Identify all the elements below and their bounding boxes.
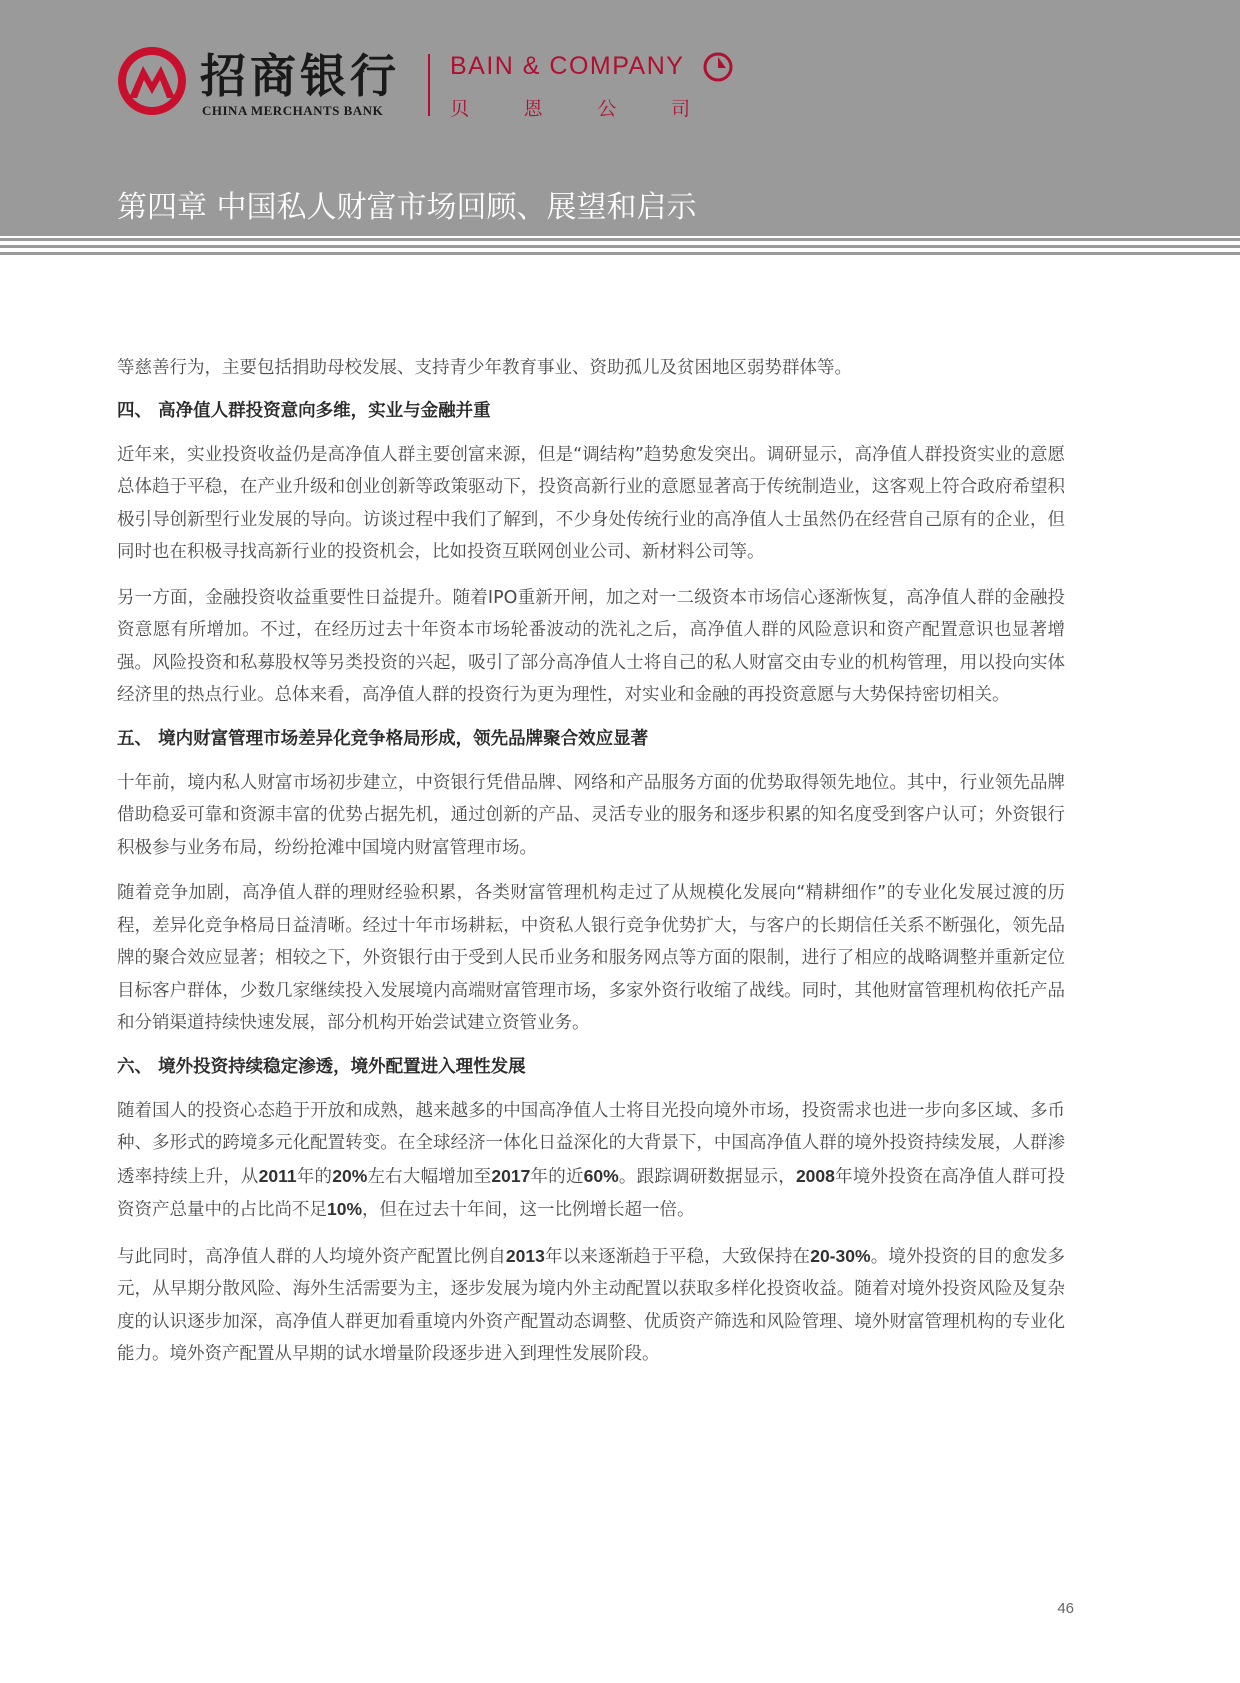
text-run: 随着国人的投资心态趋于开放和成熟，越来越多的中国高净值人士将目光投向境外市场，投资需求也进一步向多区域、多币种、多形式的跨境多元化配置转变。在全球经济一体化日益深化的大背景下，中国高净值人群的境外投资持续发展，人群渗透率持续上升，从 xyxy=(117,1100,1065,1187)
text-run: 年的 xyxy=(296,1166,333,1187)
header-rules xyxy=(0,236,1240,260)
cmb-name-cn: 招商银行 xyxy=(200,49,400,103)
bain-logo-icon xyxy=(702,51,734,83)
text-run: 年的近 xyxy=(530,1166,584,1187)
text-run: 年境外投资在高净值人群可投资资产总量中的占比尚不足 xyxy=(117,1166,1066,1220)
percent-figure: 60% xyxy=(583,1165,619,1186)
percent-figure: 20-30% xyxy=(810,1245,871,1266)
bain-name-cn xyxy=(450,94,690,121)
paragraph: 十年前，境内私人财富市场初步建立，中资银行凭借品牌、网络和产品服务方面的优势取得领先地位。其中，行业领先品牌借助稳妥可靠和资源丰富的优势占据先机，通过创新的产品、灵活专业的服务和逐步积累的知名度受到客户认可；外资银行积极参与业务布局，纷纷抢滩中国境内财富管理市场。 xyxy=(117,772,1065,858)
year-figure: 2008 xyxy=(795,1165,835,1186)
text-run: 。跟踪调研数据显示， xyxy=(618,1166,796,1187)
bain-name-cn-char: 恩 xyxy=(523,98,543,120)
bain-name-cn-char: 司 xyxy=(670,98,690,120)
bain-name-en: BAIN & COMPANY xyxy=(450,52,685,80)
paragraph: 另一方面，金融投资收益重要性日益提升。随着IPO重新开闸，加之对一二级资本市场信心逐渐恢复，高净值人群的金融投资意愿有所增加。不过，在经历过去十年资本市场轮番波动的洗礼之后，高净值人群的风险意识和资产配置意识也显著增强。风险投资和私募股权等另类投资的兴起，吸引了部分高净值人士将自己的私人财富交由专业的机构管理，用以投向实体经济里的热点行业。总体来看，高净值人群的投资行为更为理性，对实业和金融的再投资意愿与大势保持密切相关。 xyxy=(117,587,1065,705)
cmb-logo-icon xyxy=(117,46,187,116)
rule-line xyxy=(0,245,1240,248)
page-number: 46 xyxy=(1057,1600,1074,1617)
year-figure: 2013 xyxy=(505,1245,545,1266)
text-run: 与此同时，高净值人群的人均境外资产配置比例自 xyxy=(117,1246,506,1267)
section-heading: 六、 境外投资持续稳定渗透，境外配置进入理性发展 xyxy=(117,1056,526,1077)
section-heading: 四、 高净值人群投资意向多维，实业与金融并重 xyxy=(117,400,491,421)
bain-name-cn-char: 贝 xyxy=(450,98,470,120)
body-text xyxy=(117,352,1065,1384)
section-heading: 五、 境内财富管理市场差异化竞争格局形成，领先品牌聚合效应显著 xyxy=(117,728,649,749)
paragraph xyxy=(117,1095,1065,1227)
header-band xyxy=(0,0,1240,236)
text-run: 左右大幅增加至 xyxy=(367,1166,492,1187)
paragraph: 随着竞争加剧，高净值人群的理财经验积累，各类财富管理机构走过了从规模化发展向“精耕细作”的专业化发展过渡的历程，差异化竞争格局日益清晰。经过十年市场耕耘，中资私人银行竞争优势扩大，与客户的长期信任关系不断强化，领先品牌的聚合效应显著；相较之下，外资银行由于受到人民币业务和服务网点等方面的限制，进行了相应的战略调整并重新定位目标客户群体，少数几家继续投入发展境内高端财富管理市场，多家外资行收缩了战线。同时，其他财富管理机构依托产品和分销渠道持续快速发展，部分机构开始尝试建立资管业务。 xyxy=(117,883,1065,1033)
paragraph xyxy=(117,1240,1065,1371)
text-run: ，但在过去十年间，这一比例增长超一倍。 xyxy=(362,1200,695,1220)
cmb-name-en: CHINA MERCHANTS BANK xyxy=(202,103,384,118)
text-run: 。境外投资的目的愈发多元，从早期分散风险、海外生活需要为主，逐步发展为境内外主动配置以获取多样化投资收益。随着对境外投资风险及复杂度的认识逐步加深，高净值人群更加看重境内外资产配置动态调整、优质资产筛选和风险管理、境外财富管理机构的专业化能力。境外资产配置从早期的试水增量阶段逐步进入到理性发展阶段。 xyxy=(117,1246,1066,1364)
text-run: 年以来逐渐趋于平稳，大致保持在 xyxy=(544,1246,811,1267)
percent-figure: 10% xyxy=(327,1199,363,1219)
bain-name-cn-char: 公 xyxy=(597,98,617,120)
chapter-title: 第四章 中国私人财富市场回顾、展望和启示 xyxy=(117,190,697,225)
year-figure: 2017 xyxy=(491,1165,531,1186)
paragraph: 近年来，实业投资收益仍是高净值人群主要创富来源，但是“调结构”趋势愈发突出。调研显示，高净值人群投资实业的意愿总体趋于平稳，在产业升级和创业创新等政策驱动下，投资高新行业的意愿显著高于传统制造业，这客观上符合政府希望积极引导创新型行业发展的导向。访谈过程中我们了解到，不少身处传统行业的高净值人士虽然仍在经营自己原有的企业，但同时也在积极寻找高新行业的投资机会，比如投资互联网创业公司、新材料公司等。 xyxy=(117,444,1065,562)
year-figure: 2011 xyxy=(258,1165,297,1186)
rule-line xyxy=(0,252,1240,255)
lead-paragraph: 等慈善行为，主要包括捐助母校发展、支持青少年教育事业、资助孤儿及贫困地区弱势群体等。 xyxy=(117,358,852,378)
logo-divider xyxy=(428,54,430,116)
percent-figure: 20% xyxy=(332,1165,368,1186)
rule-line xyxy=(0,238,1240,241)
